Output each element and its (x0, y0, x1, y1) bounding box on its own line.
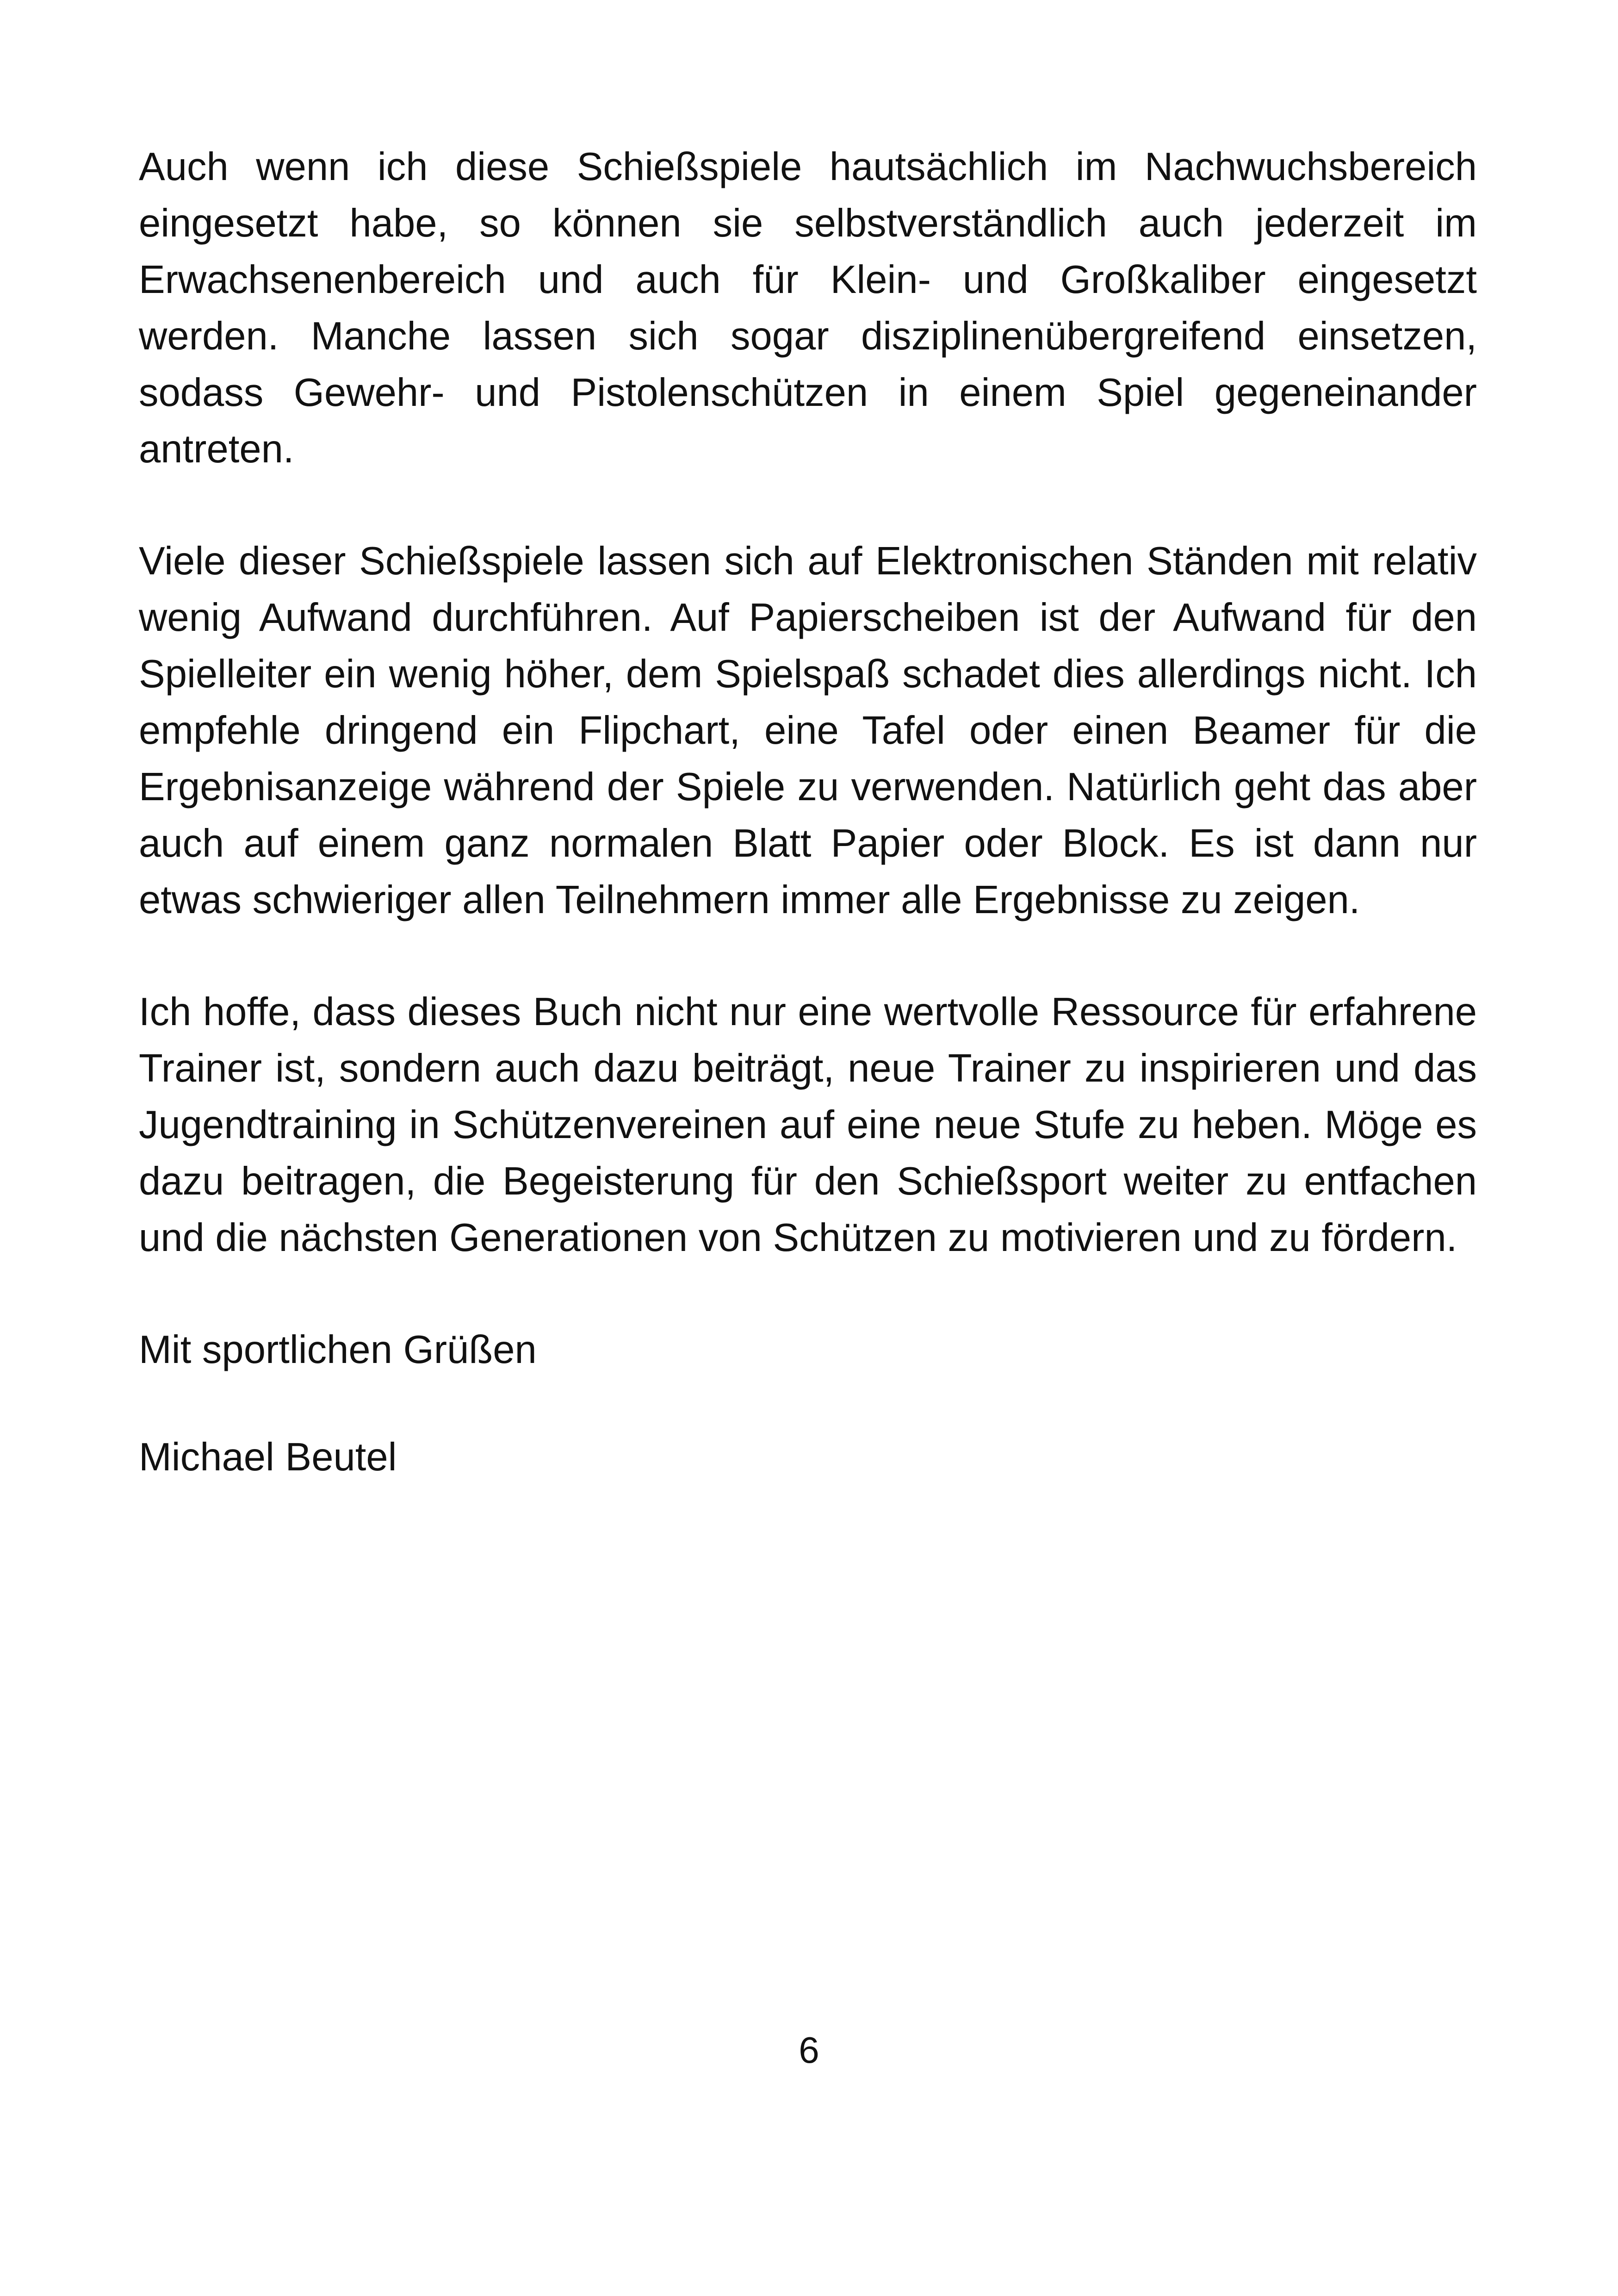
paragraph-electronic-stands: Viele dieser Schießspiele lassen sich auf Elektronischen Ständen mit relativ wenig Aufwand durchführen. Auf Papierscheiben ist der Aufwand für den Spielleiter ein wenig höher, dem Spielspaß schadet dies allerdings nicht. Ich empfehle dringend ein Flipchart, eine Tafel oder einen Beamer für die Ergebnisanzeige während der Spiele zu verwenden. Natürlich geht das aber auch auf einem ganz normalen Blatt Papier oder Block. Es ist dann nur etwas schwieriger allen Teilnehmern immer alle Ergebnisse zu zeigen. (139, 539, 1477, 922)
author-signature: Michael Beutel (139, 1435, 397, 1479)
paragraph-hope: Ich hoffe, dass dieses Buch nicht nur eine wertvolle Ressource für erfahrene Trainer ist, sondern auch dazu beiträgt, neue Trainer zu inspirieren und das Jugendtraining in Schützenvereinen auf eine neue Stufe zu heben. Möge es dazu beitragen, die Begeisterung für den Schießsport weiter zu entfachen und die nächsten Generationen von Schützen zu motivieren und zu fördern. (139, 990, 1477, 1260)
closing-greeting: Mit sportlichen Grüßen (139, 1328, 537, 1372)
page-number: 6 (799, 2029, 819, 2071)
paragraph-intro: Auch wenn ich diese Schießspiele hautsächlich im Nachwuchsbereich eingesetzt habe, so können sie selbstverständlich auch jederzeit im Erwachsenenbereich und auch für Klein- und Großkaliber eingesetzt werden. Manche lassen sich sogar disziplinenübergreifend einsetzen, sodass Gewehr- und Pistolenschützen in einem Spiel gegeneinander antreten. (139, 145, 1477, 471)
text-column (139, 139, 1477, 1486)
